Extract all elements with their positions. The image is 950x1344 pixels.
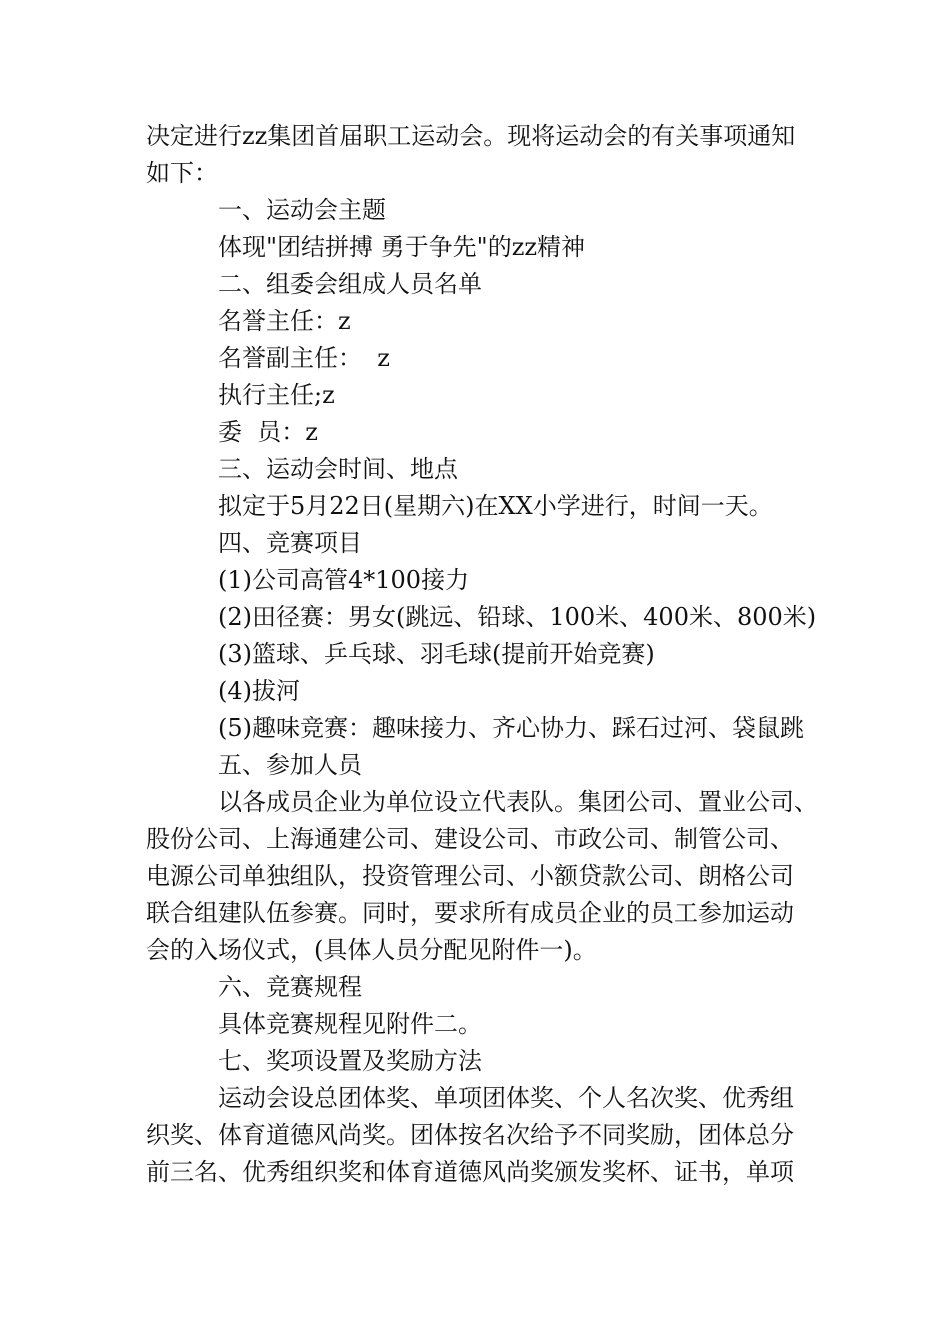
text-line: 委 员：z <box>218 418 318 446</box>
list-item: (1)公司高管4*100接力 <box>218 566 470 594</box>
section-heading-rules: 六、竞赛规程 <box>218 973 362 1001</box>
document-body <box>146 118 818 1191</box>
section-heading-committee: 二、组委会组成人员名单 <box>218 270 482 298</box>
text-line: 会的入场仪式，(具体人员分配见附件一)。 <box>146 936 597 964</box>
section-heading-time-place: 三、运动会时间、地点 <box>218 455 458 483</box>
text-line: 名誉主任：z <box>218 307 351 335</box>
text-line: 电源公司单独组队，投资管理公司、小额贷款公司、朗格公司 <box>146 862 794 890</box>
text-line: 前三名、优秀组织奖和体育道德风尚奖颁发奖杯、证书，单项 <box>146 1158 794 1186</box>
text-line: 拟定于5月22日(星期六)在XX小学进行，时间一天。 <box>218 492 773 520</box>
text-line: 股份公司、上海通建公司、建设公司、市政公司、制管公司、 <box>146 825 794 853</box>
section-heading-awards: 七、奖项设置及奖励方法 <box>218 1047 482 1075</box>
list-item: (5)趣味竞赛：趣味接力、齐心协力、踩石过河、袋鼠跳 <box>218 714 804 742</box>
section-heading-theme: 一、运动会主题 <box>218 196 386 224</box>
list-item: (3)篮球、乒乓球、羽毛球(提前开始竞赛) <box>218 640 655 668</box>
text-line: 织奖、体育道德风尚奖。团体按名次给予不同奖励，团体总分 <box>146 1121 794 1149</box>
text-line: 运动会设总团体奖、单项团体奖、个人名次奖、优秀组 <box>218 1084 794 1112</box>
list-item: (4)拔河 <box>218 677 300 705</box>
section-heading-events: 四、竞赛项目 <box>218 529 362 557</box>
text-line: 体现"团结拼搏 勇于争先"的zz精神 <box>218 233 585 261</box>
text-line: 具体竞赛规程见附件二。 <box>218 1010 482 1038</box>
text-line: 以各成员企业为单位设立代表队。集团公司、置业公司、 <box>218 788 818 816</box>
text-line: 执行主任;z <box>218 381 335 409</box>
section-heading-participants: 五、参加人员 <box>218 751 362 779</box>
text-line: 如下： <box>146 159 218 187</box>
list-item: (2)田径赛：男女(跳远、铅球、100米、400米、800米) <box>218 603 817 631</box>
text-line: 联合组建队伍参赛。同时，要求所有成员企业的员工参加运动 <box>146 899 794 927</box>
text-line: 决定进行zz集团首届职工运动会。现将运动会的有关事项通知 <box>146 122 796 150</box>
text-line: 名誉副主任： z <box>218 344 390 372</box>
